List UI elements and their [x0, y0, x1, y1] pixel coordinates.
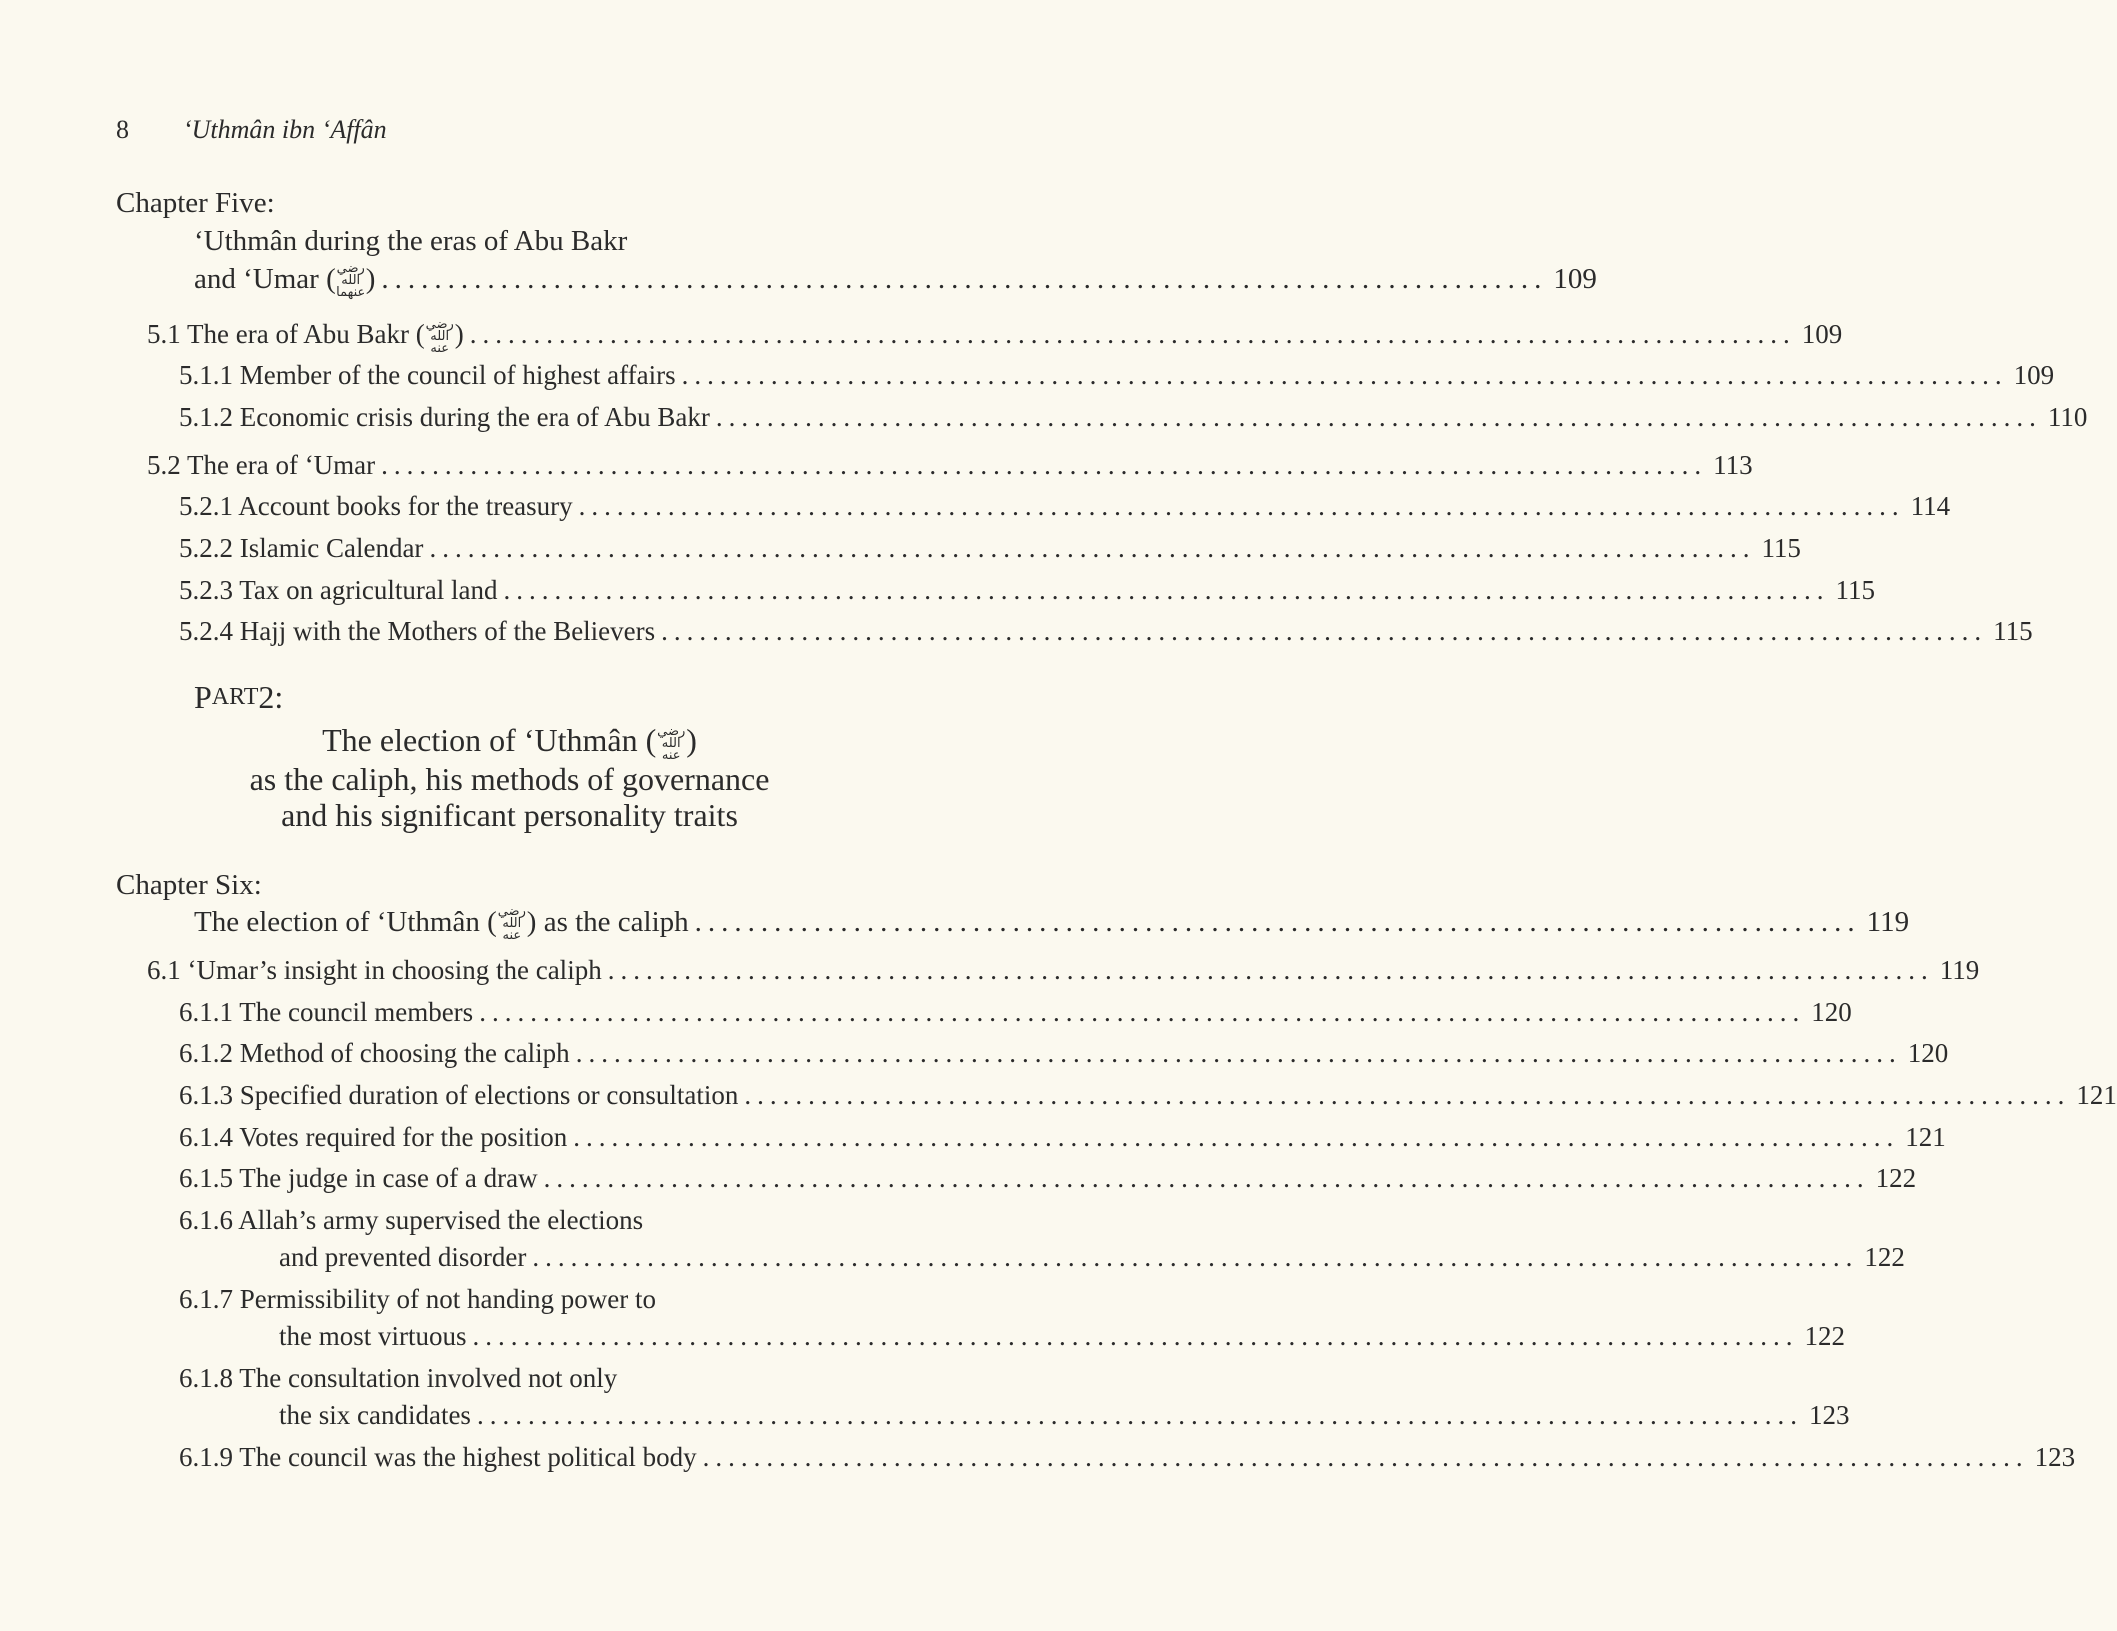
toc-entry-title: 5.2.1 Account books for the treasury: [179, 491, 573, 521]
chapter-five-title-cont: and ‘Umar: [194, 263, 319, 295]
leader-dots: ........................................................................................................: [573, 1122, 1900, 1152]
page-ref: 123: [2034, 1442, 2076, 1472]
toc-entry[interactable]: [179, 1202, 643, 1238]
page-ref: 120: [1907, 1038, 1949, 1068]
toc-entry[interactable]: 5.1 The era of Abu Bakr (رضي الله عنه ) ........................................................................................................ 109: [147, 316, 1843, 356]
leader-dots: ........................................................................................................: [472, 1321, 1799, 1351]
toc-entry[interactable]: [179, 1160, 1917, 1196]
part-title-line-3: and his significant personality traits: [281, 797, 738, 833]
toc-entry[interactable]: [179, 357, 2055, 393]
leader-dots: ........................................................................................................: [381, 450, 1708, 480]
leader-dots: ........................................................................................................: [479, 997, 1806, 1027]
toc-entry[interactable]: [179, 1035, 1949, 1071]
leader-dots: ........................................................................................................: [429, 533, 1756, 563]
chapter-five-label: Chapter Five:: [116, 187, 275, 219]
toc-entry-title: 6.1.4 Votes required for the position: [179, 1122, 568, 1152]
toc-entry-title: 6.1.9 The council was the highest political body: [179, 1442, 697, 1472]
toc-entry[interactable]: [179, 1077, 2117, 1113]
page-ref: 115: [1835, 575, 1876, 605]
page-ref: 109: [2013, 360, 2055, 390]
toc-entry-title: 5.2.3 Tax on agricultural land: [179, 575, 498, 605]
toc-entry[interactable]: [179, 399, 2088, 435]
page-ref: 120: [1811, 997, 1852, 1027]
running-header: [116, 112, 387, 148]
page-ref: 113: [1713, 450, 1753, 480]
leader-dots: ........................................................................................................: [543, 1163, 1870, 1193]
toc-entry[interactable]: [147, 952, 1980, 988]
toc-entry-title-cont: and prevented disorder: [279, 1242, 527, 1272]
honorific-icon: رضي الله عنه: [657, 723, 686, 763]
toc-entry-title: 6.1.3 Specified duration of elections or consultation: [179, 1080, 739, 1110]
leader-dots: ........................................................................................: [694, 906, 1861, 938]
toc-entry-title: 6.1.5 The judge in case of a draw: [179, 1163, 538, 1193]
toc-entry[interactable]: [179, 1281, 656, 1317]
toc-entry-title: 6.1.7 Permissibility of not handing power to: [179, 1284, 656, 1314]
leader-dots: ........................................................................................................: [469, 319, 1796, 349]
page-ref: 109: [1801, 319, 1843, 349]
leader-dots: ........................................................................................................: [578, 491, 1905, 521]
chapter-five-title: ‘Uthmân during the eras of Abu Bakr: [194, 225, 628, 257]
leader-dots: ........................................................................................................: [744, 1080, 2071, 1110]
toc-entry-title: 6.1.1 The council members: [179, 997, 474, 1027]
chapter-six-label: Chapter Six:: [116, 869, 262, 901]
page-ref: 122: [1875, 1163, 1917, 1193]
leader-dots: ........................................................................................................: [702, 1442, 2029, 1472]
leader-dots: ........................................................................................................: [681, 360, 2008, 390]
toc-entry-title-cont: the most virtuous: [279, 1321, 467, 1351]
leader-dots: ........................................................................................................: [532, 1242, 1859, 1272]
part-title-line-2: as the caliph, his methods of governance: [249, 761, 770, 797]
leader-dots: ........................................................................................................: [607, 955, 1934, 985]
leader-dots: ........................................................................................................: [661, 616, 1988, 646]
toc-entry[interactable]: [179, 572, 1876, 608]
page-ref: 122: [1864, 1242, 1905, 1272]
toc-entry[interactable]: [179, 1439, 2076, 1475]
toc-entry[interactable]: [179, 994, 1852, 1030]
toc-entry-title: 6.1.2 Method of choosing the caliph: [179, 1038, 570, 1068]
toc-entry[interactable]: [179, 1360, 617, 1396]
page-number: 8: [116, 115, 129, 144]
chapter-six-title-entry[interactable]: The election of ‘Uthmân (رضي الله عنه ) as the caliph ........................................................................................ 119: [194, 904, 1910, 944]
toc-entry-title: 5.1.2 Economic crisis during the era of Abu Bakr: [179, 402, 710, 432]
page-ref: 123: [1808, 1400, 1850, 1430]
toc-entry[interactable]: [179, 530, 1801, 566]
page-ref: 115: [1761, 533, 1801, 563]
page-ref: 119: [1866, 906, 1910, 938]
page-ref: 122: [1804, 1321, 1845, 1351]
toc-entry-title: 6.1.6 Allah’s army supervised the elections: [179, 1205, 644, 1235]
page-ref: 109: [1553, 263, 1597, 295]
page-ref: 115: [1993, 616, 2033, 646]
page-ref: 110: [2047, 402, 2088, 432]
leader-dots: ........................................................................................................: [715, 402, 2042, 432]
toc-entry-cont[interactable]: [279, 1397, 1850, 1433]
page-ref: 121: [1905, 1122, 1946, 1152]
toc-entry[interactable]: [179, 1119, 1946, 1155]
part-title-line-1: The election of ‘Uthmân (رضي الله عنه ): [322, 722, 697, 763]
leader-dots: ........................................................................................................: [575, 1038, 1902, 1068]
leader-dots: ........................................................................................................: [476, 1400, 1803, 1430]
toc-entry-title: 5.2.4 Hajj with the Mothers of the Believers: [179, 616, 656, 646]
toc-entry-title: 6.1 ‘Umar’s insight in choosing the caliph: [147, 955, 602, 985]
toc-entry-cont[interactable]: [279, 1239, 1905, 1275]
part-label: P ART 2:: [194, 679, 284, 715]
toc-entry-title: 5.1 The era of Abu Bakr: [147, 319, 409, 349]
toc-entry-title: 5.1.1 Member of the council of highest affairs: [179, 360, 676, 390]
leader-dots: ........................................................................................: [381, 263, 1548, 295]
toc-entry[interactable]: [179, 613, 2033, 649]
toc-entry-title-cont: the six candidates: [279, 1400, 471, 1430]
toc-entry[interactable]: [147, 447, 1753, 483]
page-ref: 119: [1939, 955, 1980, 985]
page-ref: 114: [1910, 491, 1951, 521]
toc-entry-title: 5.2 The era of ‘Umar: [147, 450, 376, 480]
honorific-icon: رضي الله عنه: [497, 904, 526, 944]
toc-entry-cont[interactable]: [279, 1318, 1845, 1354]
honorific-icon: رضي الله عنه: [425, 316, 454, 356]
page-ref: 121: [2076, 1080, 2117, 1110]
leader-dots: ........................................................................................................: [503, 575, 1830, 605]
chapter-five-title-entry[interactable]: and ‘Umar (رضي الله عنهما) ........................................................................................ 109: [194, 261, 1597, 301]
toc-entry[interactable]: [179, 488, 1951, 524]
running-title: ‘Uthmân ibn ‘Affân: [183, 115, 387, 144]
toc-entry-title: 6.1.8 The consultation involved not only: [179, 1363, 618, 1393]
toc-entry-title: 5.2.2 Islamic Calendar: [179, 533, 424, 563]
honorific-icon: رضي الله عنهما: [336, 261, 366, 301]
